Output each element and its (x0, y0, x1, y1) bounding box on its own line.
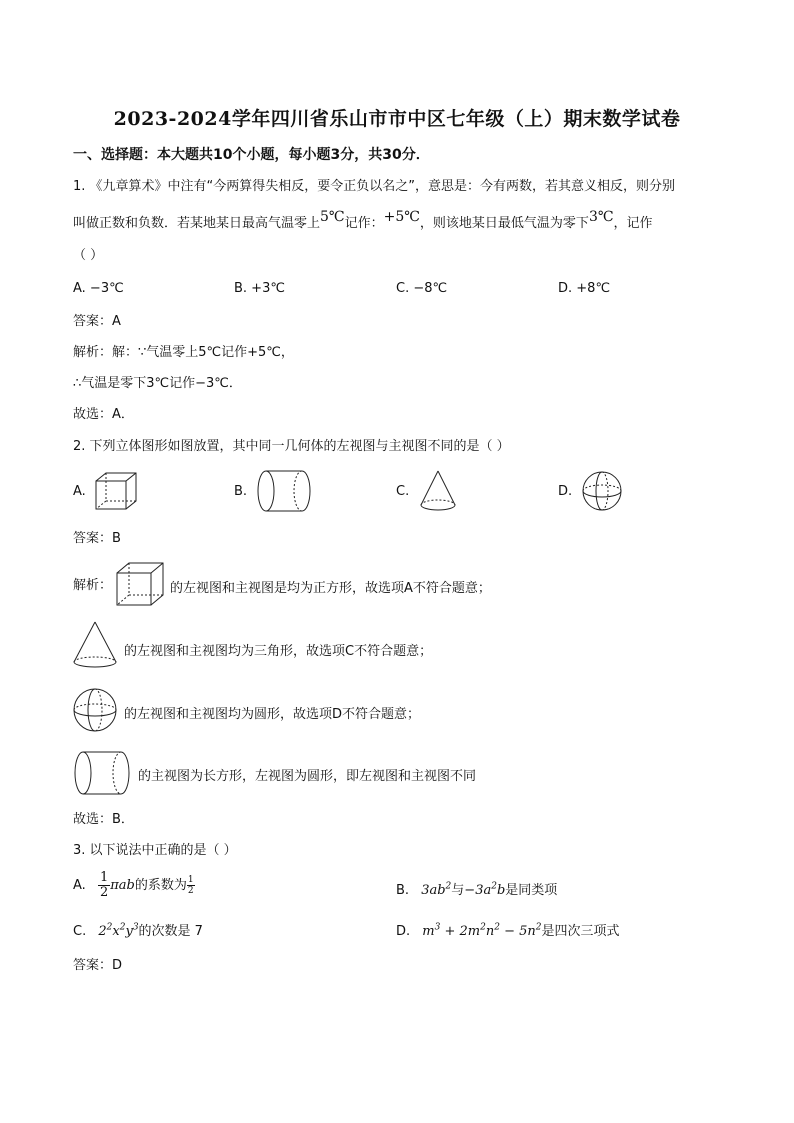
q1-option-b: B. +3℃ (234, 281, 285, 296)
q2-option-d: D. (558, 484, 573, 499)
q1-value-3: 3℃ (588, 209, 614, 225)
q3-d-label: D. (396, 924, 411, 939)
q3-b-term1: 3ab (421, 883, 446, 898)
q2-analysis-c: 的左视图和主视图均为三角形，故选项C不符合题意； (124, 644, 433, 659)
q1-stem-line1: 1. 《九章算术》中注有“今两算得失相反，要令正负以名之”，意思是：今有两数，若其意义相反，则分别 (73, 179, 676, 194)
q1-stem-line2 (73, 209, 653, 233)
q2-analysis-a: 的左视图和主视图是均为正方形，故选项A不符合题意； (170, 581, 491, 596)
q3-c-text: 的次数是 7 (138, 924, 203, 939)
q3-d-text: 是四次三项式 (541, 924, 620, 939)
q1-choose: 故选：A． (73, 407, 134, 422)
q3-option-b: B. $3ab^2$与$-3a^2b$是同类项 (396, 881, 558, 898)
q3-b-text2: 是同类项 (505, 883, 558, 898)
q1-analysis-2: ∴气温是零下3℃记作−3℃． (73, 376, 242, 391)
q2-choose: 故选：B． (73, 812, 134, 827)
sphere-icon (580, 470, 624, 512)
cone-icon (418, 469, 458, 513)
q1-option-c: C. −8℃ (396, 281, 448, 296)
q3-a-fraction: $\frac{1}{2}$ (99, 870, 109, 900)
q3-b-label: B. (396, 883, 410, 898)
q1-option-a: A. −3℃ (73, 281, 124, 296)
q3-answer: 答案：D (73, 958, 123, 973)
q1-text-c: ，则该地某日最低气温为零下 (419, 216, 589, 231)
q3-stem: 3. 以下说法中正确的是（ ） (73, 843, 237, 858)
cone-icon (71, 620, 119, 670)
q3-a-expr: πab (110, 878, 135, 893)
q1-stem-line3: （ ） (73, 248, 104, 263)
section-heading: 一、选择题：本大题共10个小题，每小题3分，共30分． (73, 147, 430, 163)
q2-option-c: C. (396, 484, 410, 499)
q1-text-d: ，记作 (613, 216, 653, 231)
q3-c-label: C. (73, 924, 87, 939)
q2-option-a: A. (73, 484, 86, 499)
q1-text-b: 记作： (344, 216, 384, 231)
q1-value-1: 5℃ (320, 209, 345, 225)
sphere-icon (71, 687, 119, 733)
q2-analysis-b: 的主视图为长方形，左视图为圆形，即左视图和主视图不同 (138, 769, 477, 784)
cylinder-icon (73, 750, 131, 796)
q3-a-label: A. (73, 878, 86, 893)
q1-analysis-1: 解析：解：∵气温零上5℃记作+5℃， (73, 345, 294, 360)
q3-b-term2b: b (496, 883, 506, 898)
q1-text-a: 叫做正数和负数．若某地某日最高气温零上 (73, 216, 321, 231)
q3-option-d: D. $m^3 + 2m^2n^2 - 5n^2$是四次三项式 (396, 922, 620, 939)
q1-value-2: +5℃ (383, 209, 420, 225)
page-title: 2023-2024学年四川省乐山市市中区七年级（上）期末数学试卷 (113, 108, 681, 130)
q3-option-c: C. $2^2x^2y^3$的次数是 7 (73, 922, 203, 939)
q3-a-text: 的系数为 (134, 878, 187, 893)
q3-b-text1: 与 (451, 883, 465, 898)
q3-b-term2: −3a (464, 883, 492, 898)
q2-analysis-prefix: 解析： (73, 578, 113, 593)
q2-analysis-d: 的左视图和主视图均为圆形，故选项D不符合题意； (124, 707, 421, 722)
q2-answer: 答案：B (73, 531, 121, 546)
q1-option-d: D. +8℃ (558, 281, 611, 296)
cube-icon (115, 561, 165, 607)
q3-option-a (73, 871, 195, 901)
q2-option-b: B. (234, 484, 248, 499)
cylinder-icon (256, 469, 312, 513)
cube-icon (94, 471, 138, 511)
q1-answer: 答案：A (73, 314, 121, 329)
q2-stem: 2. 下列立体图形如图放置，其中同一几何体的左视图与主视图不同的是（ ） (73, 439, 510, 454)
q3-a-coefficient: $\frac{1}{2}$ (187, 875, 194, 896)
